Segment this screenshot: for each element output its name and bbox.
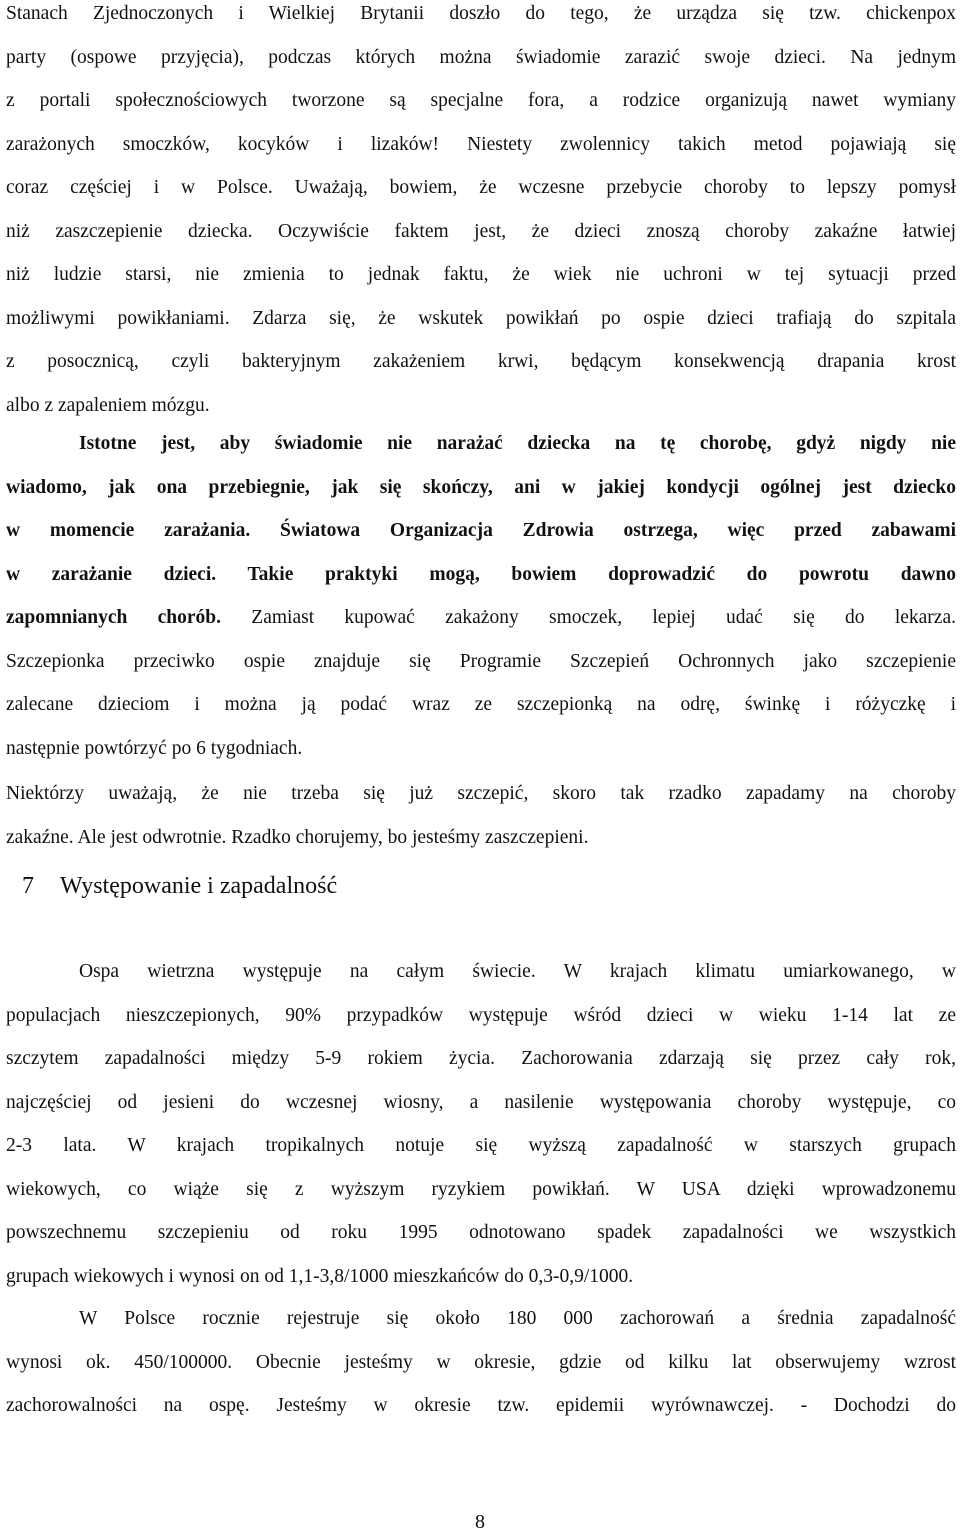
bold-text-line: w momencie zarażania. Światowa Organizacja Zdrowia ostrzega, więc przed zabawami: [6, 520, 956, 541]
text-line: Niektórzy uważają, że nie trzeba się już szczepić, skoro tak rzadko zapadamy na choroby: [6, 783, 956, 804]
text-line: z portali społecznościowych tworzone są specjalne fora, a rodzice organizują nawet wymiany: [6, 90, 956, 111]
text-line: najczęściej od jesieni do wczesnej wiosny, a nasilenie występowania choroby występuje, co: [6, 1091, 956, 1113]
text-line: party (ospowe przyjęcia), podczas których można świadomie zarazić swoje dzieci. Na jednym: [6, 46, 956, 68]
text-line: populacjach nieszczepionych, 90% przypadków występuje wśród dzieci w wieku 1-14 lat ze: [6, 1004, 956, 1026]
bold-text-line: w zarażanie dzieci. Takie praktyki mogą, bowiem doprowadzić do powrotu dawno: [6, 563, 956, 585]
text-line: W Polsce rocznie rejestruje się około 180 000 zachorowań a średnia zapadalność: [79, 1308, 956, 1329]
text-line: zarażonych smoczków, kocyków i lizaków! Niestety zwolennicy takich metod pojawiają się: [6, 133, 956, 155]
text-line: coraz częściej i w Polsce. Uważają, bowiem, że wczesne przebycie choroby to lepszy pomysł: [6, 177, 956, 198]
text-line: możliwymi powikłaniami. Zdarza się, że wskutek powikłań po ospie dzieci trafiają do szpitala: [6, 307, 956, 329]
paragraph-poland-statistics: [6, 1297, 956, 1428]
paragraph-vaccination-warning: [6, 422, 956, 770]
mixed-text-line: [6, 596, 956, 640]
text-line: niż zaszczepienie dziecka. Oczywiście faktem jest, że dzieci znoszą choroby zakaźne łatwiej: [6, 220, 956, 242]
bold-text-line: wiadomo, jak ona przebiegnie, jak się skończy, ani w jakiej kondycji ogólnej jest dziecko: [6, 476, 956, 498]
section-heading: [22, 862, 337, 910]
paragraph-vaccination-reason: [6, 772, 956, 859]
text-phrase: Zamiast kupować zakażony smoczek, lepiej udać się do lekarza.: [221, 607, 956, 628]
text-line: wiekowych, co wiąże się z wyższym ryzykiem powikłań. W USA dzięki wprowadzonemu: [6, 1178, 956, 1200]
text-line: wynosi ok. 450/100000. Obecnie jesteśmy w okresie, gdzie od kilku lat obserwujemy wzrost: [6, 1351, 956, 1373]
text-line: powszechnemu szczepieniu od roku 1995 odnotowano spadek zapadalności we wszystkich: [6, 1222, 956, 1243]
text-line: następnie powtórzyć po 6 tygodniach.: [6, 737, 303, 759]
text-line: grupach wiekowych i wynosi on od 1,1-3,8/1000 mieszkańców do 0,3-0,9/1000.: [6, 1265, 634, 1287]
text-line: Szczepionka przeciwko ospie znajduje się Programie Szczepień Ochronnych jako szczepienie: [6, 650, 956, 672]
text-line: niż ludzie starsi, nie zmienia to jednak faktu, że wiek nie uchroni w tej sytuacji przed: [6, 264, 956, 285]
text-line: z posocznicą, czyli bakteryjnym zakażeniem krwi, będącym konsekwencją drapania krost: [6, 351, 956, 372]
text-line: zakaźne. Ale jest odwrotnie. Rzadko chorujemy, bo jesteśmy zaszczepieni.: [6, 826, 589, 848]
text-line: zalecane dzieciom i można ją podać wraz ze szczepionką na odrę, świnkę i różyczkę i: [6, 694, 956, 715]
paragraph-chickenpox-parties: [6, 0, 956, 427]
bold-text-line: Istotne jest, aby świadomie nie narażać dziecka na tę chorobę, gdyż nigdy nie: [79, 433, 956, 454]
text-line: zachorowalności na ospę. Jesteśmy w okresie tzw. epidemii wyrównawczej. - Dochodzi do: [6, 1395, 956, 1416]
page-number: 8: [475, 1511, 485, 1533]
text-line: albo z zapaleniem mózgu.: [6, 394, 210, 416]
text-line: Stanach Zjednoczonych i Wielkiej Brytanii doszło do tego, że urządza się tzw. chickenpox: [6, 3, 956, 24]
section-number: 7: [22, 873, 34, 899]
section-title: Występowanie i zapadalność: [60, 873, 338, 899]
text-line: szczytem zapadalności między 5-9 rokiem życia. Zachorowania zdarzają się przez cały rok,: [6, 1048, 956, 1069]
text-line: Ospa wietrzna występuje na całym świecie. W krajach klimatu umiarkowanego, w: [79, 961, 956, 982]
bold-phrase: zapomnianych chorób.: [6, 607, 222, 628]
text-line: 2-3 lata. W krajach tropikalnych notuje się wyższą zapadalność w starszych grupach: [6, 1135, 956, 1156]
paragraph-occurrence: [6, 950, 956, 1298]
